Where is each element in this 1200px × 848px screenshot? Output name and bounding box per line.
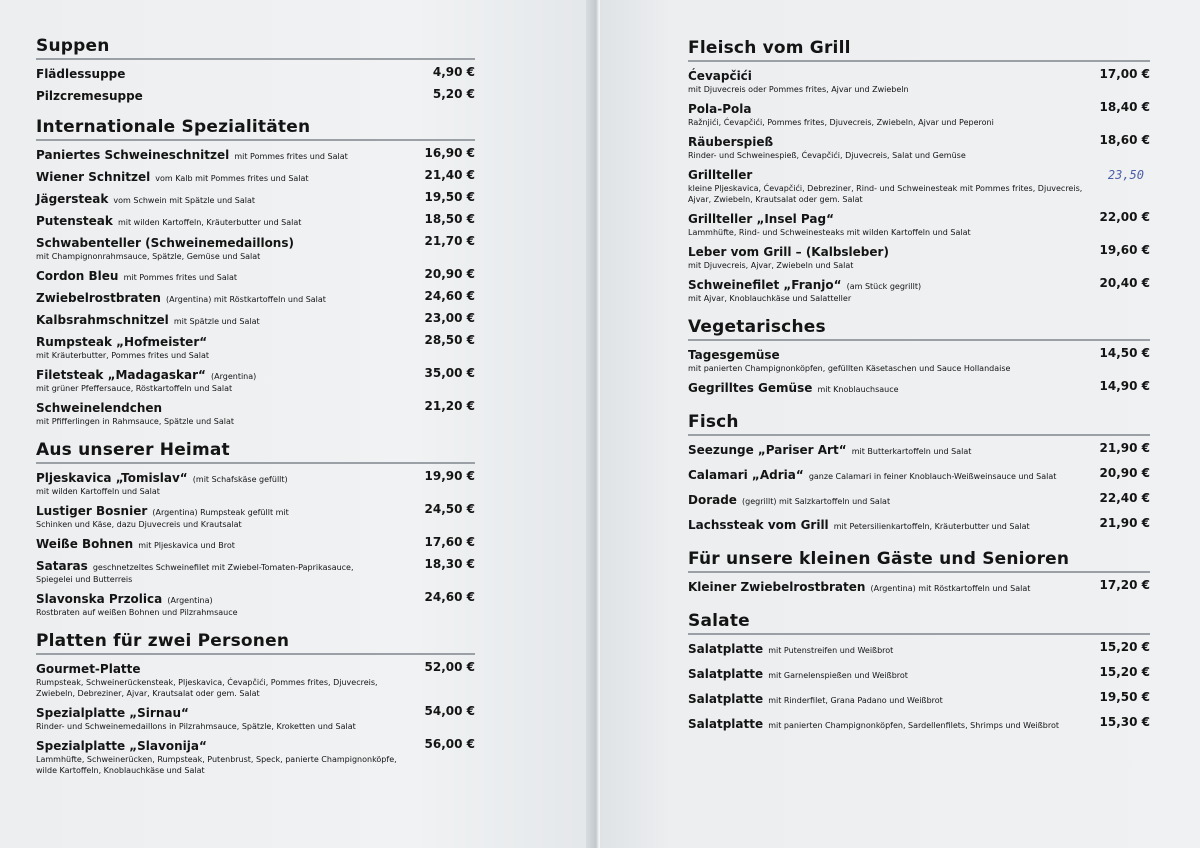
menu-item-text <box>36 166 425 185</box>
dish-name: Dorade <box>688 493 737 507</box>
menu-item <box>36 397 475 427</box>
dish-description: Lammhüfte, Schweinerücken, Rumpsteak, Putenbrust, Speck, panierte Champignonköpfe, wilde Kartoffeln, Knoblauchkäse und Salat <box>36 755 397 775</box>
menu-item-line <box>36 287 417 306</box>
dish-description: Spiegelei und Butterreis <box>36 575 133 584</box>
menu-item <box>688 274 1150 304</box>
dish-name: Filetsteak „Madagaskar“ <box>36 368 206 382</box>
menu-item-text <box>36 309 425 328</box>
dish-price: 14,50 € <box>1099 346 1150 360</box>
menu-item-text <box>36 287 425 306</box>
menu-item <box>36 364 475 394</box>
menu-item <box>36 467 475 497</box>
dish-name: Salatplatte <box>688 692 764 706</box>
section-heading: Aus unserer Heimat <box>36 440 475 464</box>
dish-name: Rumpsteak „Hofmeister“ <box>36 335 208 349</box>
dish-price: 18,60 € <box>1099 133 1150 147</box>
menu-item-text <box>688 98 1100 128</box>
dish-note: mit Rinderfilet, Grana Padano und Weißbrot <box>768 696 943 705</box>
menu-item <box>36 658 475 699</box>
dish-name: Räuberspieß <box>688 135 774 149</box>
menu-item <box>688 241 1150 271</box>
dish-name: Seezunge „Pariser Art“ <box>688 443 847 457</box>
dish-price: 19,90 € <box>424 469 475 483</box>
menu-item <box>688 638 1150 660</box>
dish-price: 22,00 € <box>1099 210 1150 224</box>
dish-note: ganze Calamari in feiner Knoblauch-Weißweinsauce und Salat <box>808 472 1057 481</box>
dish-description: Rostbraten auf weißen Bohnen und Pilzrahmsauce <box>36 608 238 617</box>
menu-item-text <box>688 131 1100 161</box>
menu-item <box>688 131 1150 161</box>
dish-price: 52,00 € <box>424 660 475 674</box>
dish-price: 24,60 € <box>424 590 475 604</box>
menu-section-platten-fu-r-zwei-personen <box>36 631 475 776</box>
menu-item-line <box>36 166 417 185</box>
dish-price: 16,90 € <box>424 146 475 160</box>
dish-description: Rumpsteak, Schweinerückensteak, Pljeskavica, Ćevapčići, Pommes frites, Djuvecreis, Zwiebeln, Debreziner, Ajvar, Krautsalat oder gem. Salat <box>36 678 378 698</box>
menu-item-line <box>688 489 1092 508</box>
dish-name: Spezialplatte „Slavonija“ <box>36 739 207 753</box>
menu-section-fleisch-vom-grill <box>688 38 1150 304</box>
dish-note: mit Garnelenspießen und Weißbrot <box>768 671 908 680</box>
dish-note: (Argentina) Rumpsteak gefüllt mit <box>152 508 289 517</box>
dish-price: 21,40 € <box>424 168 475 182</box>
dish-note: (Argentina) mit Röstkartoffeln und Salat <box>870 584 1031 593</box>
dish-name: Calamari „Adria“ <box>688 468 804 482</box>
dish-price: 17,60 € <box>424 535 475 549</box>
menu-item-text <box>36 63 433 82</box>
menu-item <box>688 164 1150 205</box>
menu-item-line <box>688 98 1092 117</box>
section-heading: Platten für zwei Personen <box>36 631 475 655</box>
dish-note: (gegrillt) mit Salzkartoffeln und Salat <box>742 497 891 506</box>
dish-name: Lustiger Bosnier <box>36 504 148 518</box>
dish-name: Pola-Pola <box>688 102 752 116</box>
menu-item <box>36 63 475 82</box>
dish-name: Salatplatte <box>688 667 764 681</box>
dish-note: mit Spätzle und Salat <box>173 317 260 326</box>
menu-item-line <box>36 144 417 163</box>
dish-name: Gegrilltes Gemüse <box>688 381 813 395</box>
dish-note: (mit Schafskäse gefüllt) <box>192 475 288 484</box>
menu-item-line <box>688 576 1092 595</box>
menu-item-text <box>36 735 425 776</box>
menu-item-line <box>36 232 417 251</box>
dish-description: mit Pfifferlingen in Rahmsauce, Spätzle und Salat <box>36 417 235 426</box>
menu-item-line <box>688 241 1092 260</box>
menu-section-salate <box>688 611 1150 735</box>
menu-item <box>688 344 1150 374</box>
menu-item-text <box>36 364 425 394</box>
menu-item-text <box>36 467 425 497</box>
menu-item <box>688 208 1150 238</box>
menu-item <box>36 702 475 732</box>
menu-item <box>688 65 1150 95</box>
section-heading: Für unsere kleinen Gäste und Senioren <box>688 549 1150 573</box>
dish-description: mit panierten Champignonköpfen, gefüllten Käsetaschen und Sauce Hollandaise <box>688 364 1011 373</box>
dish-name: Pljeskavica „Tomislav“ <box>36 471 188 485</box>
dish-price: 20,90 € <box>424 267 475 281</box>
dish-note: mit panierten Champignonköpfen, Sardellenfilets, Shrimps und Weißbrot <box>768 721 1060 730</box>
menu-item-text <box>688 241 1100 271</box>
menu-item-text <box>688 713 1100 732</box>
dish-price: 54,00 € <box>424 704 475 718</box>
dish-description: mit Ajvar, Knoblauchkäse und Salatteller <box>688 294 852 303</box>
section-heading: Vegetarisches <box>688 317 1150 341</box>
menu-item-text <box>36 397 425 427</box>
menu-item <box>688 688 1150 710</box>
dish-name: Schweinefilet „Franjo“ <box>688 278 842 292</box>
menu-item <box>36 735 475 776</box>
menu-item <box>688 663 1150 685</box>
menu-item-line <box>688 663 1092 682</box>
menu-item-text <box>36 232 425 262</box>
menu-item <box>36 331 475 361</box>
menu-item <box>36 232 475 262</box>
menu-item-text <box>688 274 1100 304</box>
menu-item-line <box>36 555 417 574</box>
menu-item <box>688 464 1150 486</box>
dish-description: mit Djuvecreis, Ajvar, Zwiebeln und Salat <box>688 261 854 270</box>
dish-description: Rinder- und Schweinemedaillons in Pilzrahmsauce, Spätzle, Kroketten und Salat <box>36 722 356 731</box>
dish-description: Schinken und Käse, dazu Djuvecreis und Krautsalat <box>36 520 242 529</box>
menu-item-text <box>36 555 425 585</box>
dish-price: 17,20 € <box>1099 578 1150 592</box>
dish-name: Jägersteak <box>36 192 109 206</box>
dish-price: 15,30 € <box>1099 715 1150 729</box>
menu-item <box>36 309 475 328</box>
dish-name: Ćevapčići <box>688 69 752 83</box>
dish-name: Leber vom Grill – (Kalbsleber) <box>688 245 889 259</box>
dish-price: 18,30 € <box>424 557 475 571</box>
menu-item-text <box>688 663 1100 682</box>
dish-note: (Argentina) <box>167 596 213 605</box>
section-heading: Salate <box>688 611 1150 635</box>
dish-price: 17,00 € <box>1099 67 1150 81</box>
dish-note: mit Putenstreifen und Weißbrot <box>768 646 894 655</box>
dish-name: Wiener Schnitzel <box>36 170 151 184</box>
menu-item-line <box>688 464 1092 483</box>
dish-price: 5,20 € <box>432 87 475 101</box>
dish-name: Grillteller <box>688 168 753 182</box>
menu-item-line <box>36 702 417 721</box>
menu-section-internationale-spezialita-ten <box>36 117 475 427</box>
dish-price: 22,40 € <box>1099 491 1150 505</box>
menu-item-line <box>36 331 417 350</box>
menu-item-text <box>688 464 1100 483</box>
dish-price: 18,50 € <box>424 212 475 226</box>
dish-name: Pilzcremesuppe <box>36 89 143 103</box>
menu-item-line <box>36 533 417 552</box>
menu-item-line <box>36 188 417 207</box>
dish-price: 15,20 € <box>1099 640 1150 654</box>
section-heading: Fisch <box>688 412 1150 436</box>
dish-name: Salatplatte <box>688 642 764 656</box>
dish-note: mit Pljeskavica und Brot <box>138 541 235 550</box>
dish-name: Zwiebelrostbraten <box>36 291 161 305</box>
dish-name: Sataras <box>36 559 88 573</box>
handwritten-price: 23,50 <box>1107 168 1144 182</box>
menu-section-fisch <box>688 412 1150 536</box>
menu-item <box>36 166 475 185</box>
menu-section-suppen <box>36 36 475 104</box>
menu-item <box>36 588 475 618</box>
menu-item-line <box>36 63 425 82</box>
dish-name: Flädlessuppe <box>36 67 126 81</box>
menu-item-text <box>688 514 1100 533</box>
menu-page-right <box>600 0 1200 848</box>
menu-item-line <box>688 131 1092 150</box>
menu-item <box>36 533 475 552</box>
menu-item-line <box>688 514 1092 533</box>
dish-price: 21,90 € <box>1099 516 1150 530</box>
menu-item <box>36 85 475 104</box>
dish-price: 20,90 € <box>1099 466 1150 480</box>
dish-price: 24,60 € <box>424 289 475 303</box>
menu-item <box>36 287 475 306</box>
menu-item-text <box>688 377 1100 396</box>
menu-item-text <box>36 188 425 207</box>
menu-item-text <box>688 489 1100 508</box>
dish-name: Lachssteak vom Grill <box>688 518 829 532</box>
menu-item-text <box>688 208 1100 238</box>
dish-price: 35,00 € <box>424 366 475 380</box>
dish-name: Weiße Bohnen <box>36 537 134 551</box>
menu-item <box>36 265 475 284</box>
menu-item <box>36 210 475 229</box>
menu-item-text <box>36 331 425 361</box>
dish-name: Kleiner Zwiebelrostbraten <box>688 580 866 594</box>
dish-price: 28,50 € <box>424 333 475 347</box>
menu-item-text <box>36 702 425 732</box>
dish-price: 14,90 € <box>1099 379 1150 393</box>
menu-item <box>36 144 475 163</box>
menu-item-line <box>36 397 417 416</box>
dish-note: mit Knoblauchsauce <box>817 385 899 394</box>
dish-note: vom Schwein mit Spätzle und Salat <box>113 196 255 205</box>
dish-price: 21,70 € <box>424 234 475 248</box>
section-heading: Internationale Spezialitäten <box>36 117 475 141</box>
menu-item-text <box>688 688 1100 707</box>
menu-item-line <box>688 377 1092 396</box>
dish-description: kleine Pljeskavica, Ćevapčići, Debreziner, Rind- und Schweinesteak mit Pommes frites, Djuvecreis, Ajvar, Zwiebeln, Krautsalat oder gem. Salat <box>688 184 1083 204</box>
dish-price: 19,50 € <box>1099 690 1150 704</box>
menu-page-left <box>0 0 593 848</box>
menu-item-line <box>688 638 1092 657</box>
dish-description: Rinder- und Schweinespieß, Ćevapčići, Djuvecreis, Salat und Gemüse <box>688 151 966 160</box>
dish-note: mit Petersilienkartoffeln, Kräuterbutter und Salat <box>833 522 1030 531</box>
menu-item-text <box>688 576 1100 595</box>
menu-item-text <box>36 265 425 284</box>
dish-name: Paniertes Schweineschnitzel <box>36 148 230 162</box>
dish-note: mit Pommes frites und Salat <box>123 273 238 282</box>
menu-item-text <box>36 85 433 104</box>
menu-item <box>688 489 1150 511</box>
dish-name: Tagesgemüse <box>688 348 780 362</box>
menu-item-text <box>688 638 1100 657</box>
menu-item-line <box>36 588 417 607</box>
menu-item-line <box>36 500 417 519</box>
menu-item-line <box>688 344 1092 363</box>
menu-item-line <box>688 688 1092 707</box>
dish-name: Schwabenteller (Schweinemedaillons) <box>36 236 294 250</box>
menu-item-line <box>36 467 417 486</box>
dish-name: Schweinelendchen <box>36 401 163 415</box>
menu-item-text <box>688 65 1100 95</box>
menu-section-fu-r-unsere-kleinen-ga-ste-und-senioren <box>688 549 1150 598</box>
dish-description: Ražnjići, Ćevapčići, Pommes frites, Djuvecreis, Zwiebeln, Ajvar und Peperoni <box>688 118 994 127</box>
menu-item <box>36 188 475 207</box>
menu-item-text <box>36 500 425 530</box>
menu-item-line <box>688 713 1092 732</box>
dish-description: mit Djuvecreis oder Pommes frites, Ajvar und Zwiebeln <box>688 85 909 94</box>
menu-item-line <box>36 735 417 754</box>
dish-note: geschnetzeltes Schweinefilet mit Zwiebel-Tomaten-Paprikasauce, <box>92 563 354 572</box>
dish-name: Salatplatte <box>688 717 764 731</box>
menu-item-line <box>688 65 1092 84</box>
dish-name: Gourmet-Platte <box>36 662 141 676</box>
menu-item-text <box>36 144 425 163</box>
menu-item <box>36 500 475 530</box>
dish-note: (am Stück gegrillt) <box>846 282 922 291</box>
menu-item-line <box>36 364 417 383</box>
menu-section-vegetarisches <box>688 317 1150 399</box>
menu-item-line <box>36 85 425 104</box>
dish-description: Lammhüfte, Rind- und Schweinesteaks mit wilden Kartoffeln und Salat <box>688 228 971 237</box>
section-heading: Suppen <box>36 36 475 60</box>
menu-item-line <box>688 439 1092 458</box>
menu-item <box>36 555 475 585</box>
dish-name: Grillteller „Insel Pag“ <box>688 212 834 226</box>
menu-item-text <box>688 439 1100 458</box>
dish-name: Putensteak <box>36 214 113 228</box>
section-heading: Fleisch vom Grill <box>688 38 1150 62</box>
menu-item <box>688 514 1150 536</box>
dish-description: mit wilden Kartoffeln und Salat <box>36 487 160 496</box>
dish-note: vom Kalb mit Pommes frites und Salat <box>155 174 309 183</box>
dish-price: 15,20 € <box>1099 665 1150 679</box>
menu-item <box>688 713 1150 735</box>
menu-item-text <box>36 588 425 618</box>
dish-price: 21,20 € <box>424 399 475 413</box>
dish-price: 18,40 € <box>1099 100 1150 114</box>
dish-price: 24,50 € <box>424 502 475 516</box>
menu-item-text <box>36 210 425 229</box>
menu-item-line <box>688 164 1100 183</box>
menu-item-text <box>36 533 425 552</box>
dish-note: mit Pommes frites und Salat <box>234 152 348 161</box>
dish-note: mit Butterkartoffeln und Salat <box>851 447 972 456</box>
dish-price: 23,00 € <box>424 311 475 325</box>
menu-item <box>688 98 1150 128</box>
menu-item-text <box>36 658 425 699</box>
dish-price: 19,60 € <box>1099 243 1150 257</box>
menu-item-line <box>36 658 417 677</box>
dish-description: mit Champignonrahmsauce, Spätzle, Gemüse und Salat <box>36 252 261 261</box>
dish-price: 20,40 € <box>1099 276 1150 290</box>
dish-price: 21,90 € <box>1099 441 1150 455</box>
menu-item <box>688 576 1150 598</box>
menu-item-line <box>688 274 1092 293</box>
dish-price: 4,90 € <box>432 65 475 79</box>
dish-note: (Argentina) mit Röstkartoffeln und Salat <box>166 295 326 304</box>
menu-item <box>688 377 1150 399</box>
dish-description: mit Kräuterbutter, Pommes frites und Salat <box>36 351 210 360</box>
dish-name: Slavonska Przolica <box>36 592 163 606</box>
menu-item-text <box>688 344 1100 374</box>
menu-item-line <box>36 210 417 229</box>
menu-item <box>688 439 1150 461</box>
menu-item-line <box>36 309 417 328</box>
dish-note: mit wilden Kartoffeln, Kräuterbutter und Salat <box>117 218 302 227</box>
menu-section-aus-unserer-heimat <box>36 440 475 618</box>
dish-name: Cordon Bleu <box>36 269 119 283</box>
menu-item-line <box>36 265 417 284</box>
dish-price: 56,00 € <box>424 737 475 751</box>
dish-name: Spezialplatte „Sirnau“ <box>36 706 189 720</box>
dish-note: (Argentina) <box>211 372 257 381</box>
dish-price: 19,50 € <box>424 190 475 204</box>
menu-item-line <box>688 208 1092 227</box>
dish-description: mit grüner Pfeffersauce, Röstkartoffeln und Salat <box>36 384 233 393</box>
dish-name: Kalbsrahmschnitzel <box>36 313 169 327</box>
menu-item-text <box>688 164 1108 205</box>
